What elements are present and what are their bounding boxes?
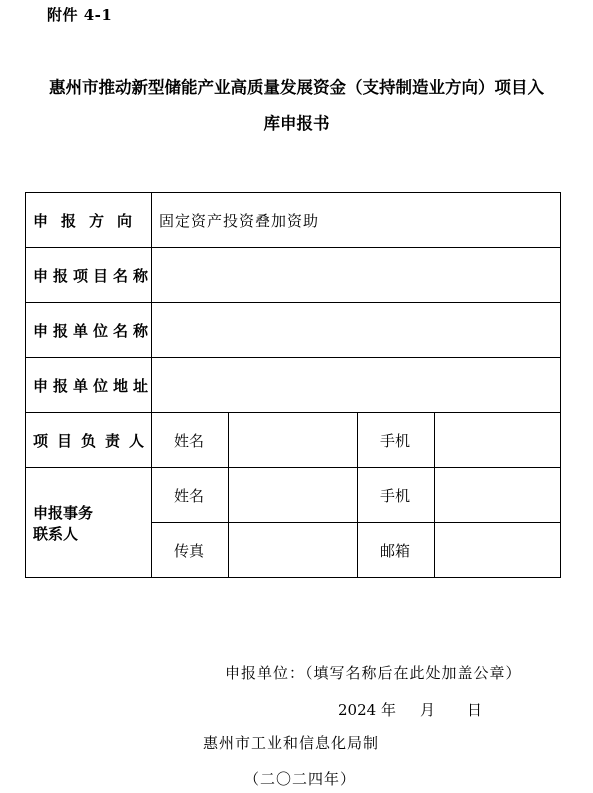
applicant-seal-line: 申报单位：（填写名称后在此处加盖公章） <box>225 664 522 682</box>
document-title-line-2: 库申报书 <box>263 114 330 133</box>
table-row-project-name <box>26 248 561 303</box>
contact-email-label: 邮箱 <box>358 523 435 578</box>
date-month: 月 <box>419 701 435 719</box>
contact-phone-label: 手机 <box>358 468 435 523</box>
lead-name-field[interactable] <box>229 413 358 468</box>
project-name-label: 申报项目名称 <box>26 248 152 303</box>
application-form-table <box>25 192 561 578</box>
document-title-line-1: 惠州市推动新型储能产业高质量发展资金（支持制造业方向）项目入 <box>49 78 544 97</box>
contact-email-field[interactable] <box>435 523 561 578</box>
unit-address-label: 申报单位地址 <box>26 358 152 413</box>
contact-label-line-2: 联系人 <box>33 524 79 543</box>
direction-value[interactable]: 固定资产投资叠加资助 <box>152 193 561 248</box>
issue-year-line: （二〇二四年） <box>244 770 357 788</box>
contact-label <box>26 468 152 578</box>
issuer-line: 惠州市工业和信息化局制 <box>203 734 380 752</box>
unit-name-label: 申报单位名称 <box>26 303 152 358</box>
direction-label: 申报方向 <box>26 193 152 248</box>
lead-phone-field[interactable] <box>435 413 561 468</box>
table-row-unit-name <box>26 303 561 358</box>
project-lead-label: 项目负责人 <box>26 413 152 468</box>
contact-label-line-1: 申报事务 <box>33 503 94 522</box>
date-line <box>338 699 482 720</box>
attachment-label: 附件 4-1 <box>47 6 113 24</box>
contact-fax-label: 传真 <box>152 523 229 578</box>
table-row-contact-1 <box>26 468 561 523</box>
date-year: 2024 年 <box>338 701 396 719</box>
table-row-project-lead <box>26 413 561 468</box>
project-name-field[interactable] <box>152 248 561 303</box>
lead-phone-label: 手机 <box>358 413 435 468</box>
contact-fax-field[interactable] <box>229 523 358 578</box>
unit-name-field[interactable] <box>152 303 561 358</box>
contact-phone-field[interactable] <box>435 468 561 523</box>
lead-name-label: 姓名 <box>152 413 229 468</box>
unit-address-field[interactable] <box>152 358 561 413</box>
table-row-direction <box>26 193 561 248</box>
contact-name-label: 姓名 <box>152 468 229 523</box>
table-row-unit-address <box>26 358 561 413</box>
contact-name-field[interactable] <box>229 468 358 523</box>
date-day: 日 <box>466 701 482 719</box>
